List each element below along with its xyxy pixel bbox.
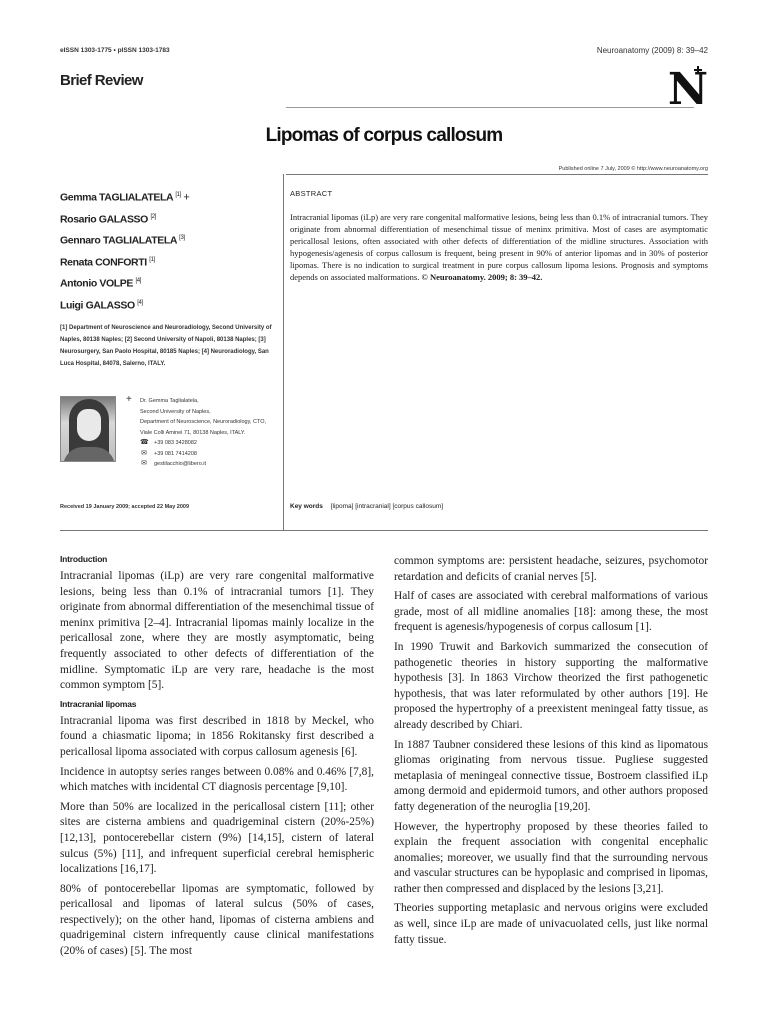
author-3: Gennaro TAGLIALATELA [3] <box>60 234 185 247</box>
keywords-text: [lipoma] [intracranial] [corpus callosum] <box>330 503 444 510</box>
published-divider <box>286 174 708 175</box>
correspondence-mark: + <box>126 394 132 405</box>
body-column-right <box>394 554 708 952</box>
correspondence-line: Viale Colli Aminei 71, 80138 Naples, ITALY. <box>140 429 246 436</box>
correspondence-line: Dr. Gemma Taglialatela, <box>140 398 199 404</box>
journal-citation: Neuroanatomy (2009) 8: 39–42 <box>596 46 708 55</box>
keywords <box>290 503 443 510</box>
paragraph: Intracranial lipomas (iLp) are very rare congenital malformative lesions, being less than 0.1% of intracranial tumors [1]. They originate from abnormal differentiation of the mesenchimal tissue of meninx primitiva [2–4]. Intracranial lipomas mainly localize in the pericallosal zone, where they are mostly asymptomatic, being frequently associated to other defects of differentiation of the midline. Symptomatic iLp are very rare, headache is the most common symptom [5]. <box>60 570 374 692</box>
published-line: Published online 7 July, 2009 © http://www.neuroanatomy.org <box>558 166 708 172</box>
author-list <box>60 186 189 315</box>
journal-logo-icon <box>668 64 708 110</box>
phone-icon: ☎ <box>140 439 149 446</box>
author-photo <box>60 396 116 462</box>
abstract-label: ABSTRACT <box>290 189 333 198</box>
correspondence-line: Second University of Naples, <box>140 408 211 415</box>
issn-line: eISSN 1303-1775 • pISSN 1303-1783 <box>60 47 170 54</box>
logo-letter: N <box>668 64 708 110</box>
correspondence-line: Department of Neuroscience, Neuroradiology, CTO, <box>140 419 267 425</box>
abstract-text: Intracranial lipomas (iLp) are very rare congenital malformative lesions, being less than 0.1% of intracranial tumors. They originate from abnormal differentiation of mesenchimal tissue of meninx primitiva. Most of cases are asymptomatic pericallosal lesions, often associated with other defects of differentiation of the midline structures. Association with hypogenesis/agenesis of corpus callosum is frequent, being present in 90% of anterior lipomas and in 30% of posterior lipomas. There is no indication to surgical treatment in pure corpus callosum lipoma lesions. Prognosis and symptoms depends on associated malformations. © Neuroanatomy. 2009; 8: 39–42. <box>290 212 708 283</box>
paragraph: In 1990 Truwit and Barkovich summarized the consecution of pathogenetic theories in history supporting the malformative hypothesis [3]. In 1863 Virchow theorized the first pathogenetic hypothesis, that was later reformulated by other authors [19]. He proposed the hypertrophy of a preexistent meningeal fatty tissue, as already described by Chiari. <box>394 640 708 731</box>
heading-intracranial-lipomas: Intracranial lipomas <box>60 698 137 709</box>
paragraph: common symptoms are: persistent headache, seizures, psychomotor retardation and deficits of cranial nerves [5]. <box>394 555 708 583</box>
paragraph: Theories supporting metaplasic and nervous origins were excluded as well, since iLp are made of univacuolated cells, just like normal fatty tissue. <box>394 902 708 946</box>
body-column-left <box>60 553 374 964</box>
paragraph: 80% of pontocerebellar lipomas are symptomatic, followed by pericallosal and lipomas of lateral sulcus (50% of cases, respectively); on the other hand, lipomas of cisterna ambiens and quadrigeminal cistern infrequently cause clinical manifestations (20% of cases) [5]. The most <box>60 882 374 958</box>
author-1: Gemma TAGLIALATELA [1] + <box>60 191 190 204</box>
affiliations: [1] Department of Neuroscience and Neuroradiology, Second University of Naples, 80138 Naples; [2] Second University of Napoli, 80138 Naples; [3] Neurosurgery, San Paolo Hospital, 80185 Naples; [4] Neuroradiology, San Luca Hospital, 84078, Salerno, ITALY. <box>60 325 272 367</box>
paragraph: Intracranial lipoma was first described in 1818 by Meckel, who found a chiasmatic lipoma; in 1856 Rokitansky first described a pericallosal lipoma associated with corpus callosum agenesis [6]. <box>60 714 374 758</box>
heading-introduction: Introduction <box>60 554 108 564</box>
received-dates: Received 19 January 2009; accepted 22 May 2009 <box>60 504 190 510</box>
article-title: Lipomas of corpus callosum <box>265 125 503 146</box>
header-divider <box>286 107 694 108</box>
author-5: Antonio VOLPE [4] <box>60 277 141 290</box>
author-2: Rosario GALASSO [2] <box>60 213 156 225</box>
phone-row: ☎ +39 083 3428082 <box>140 438 266 449</box>
paragraph: In 1887 Taubner considered these lesions of this kind as lipomatous gliomas originating from nervous tissue. Pugliese suggested metaplasia of meningeal connective tissue, Bostroem classified iLp among dermoid and epidermoid tumors, and other authors proposed fatty degeneration of the neuroglia [19,20]. <box>394 738 708 813</box>
paragraph: Half of cases are associated with cerebral malformations of various grade, most of all midline anomalies [18]: among these, the most frequent is agenesis/hypogenesis of corpus callosum [1]. <box>394 590 708 634</box>
author-4: Renata CONFORTI [1] <box>60 256 155 268</box>
paragraph: More than 50% are localized in the pericallosal cistern [11]; other sites are cisterna ambiens and quadrigeminal cistern (20%-25%) [12,13], pontocerebellar cistern (9%) [14,15], cistern of lateral sulcus (5%) [11], and infrequent superficial cerebral hemispheric localizations [16,17]. <box>60 800 374 876</box>
paragraph: Incidence in autoptsy series ranges between 0.08% and 0.46% [7,8], which matches with incidental CT diagnosis percentage [9,10]. <box>60 765 374 794</box>
fax-row: ✉ +39 081 7414208 <box>140 449 266 460</box>
email-link[interactable]: gestilacchio@libero.it <box>154 461 207 467</box>
front-matter-divider <box>60 530 708 531</box>
paragraph: However, the hypertrophy proposed by these theories failed to explain the frequent association with congenital encephalic anomalies; moreover, we usually find that the surrounding nervous and vascular structures can be hypoplasic and comprised in lipomas, rather then compressed and displaced by the lesions [3,21]. <box>394 820 708 895</box>
abstract-citation: © Neuroanatomy. 2009; 8: 39–42. <box>421 272 543 283</box>
fax-icon: ✉ <box>141 449 147 457</box>
column-divider <box>283 174 284 530</box>
email-icon: ✉ <box>141 460 147 467</box>
email-row[interactable] <box>140 459 266 470</box>
keywords-label: Key words <box>290 503 323 510</box>
correspondence-block <box>126 396 266 470</box>
section-label: Brief Review <box>60 72 143 89</box>
author-6: Luigi GALASSO [4] <box>60 299 143 311</box>
